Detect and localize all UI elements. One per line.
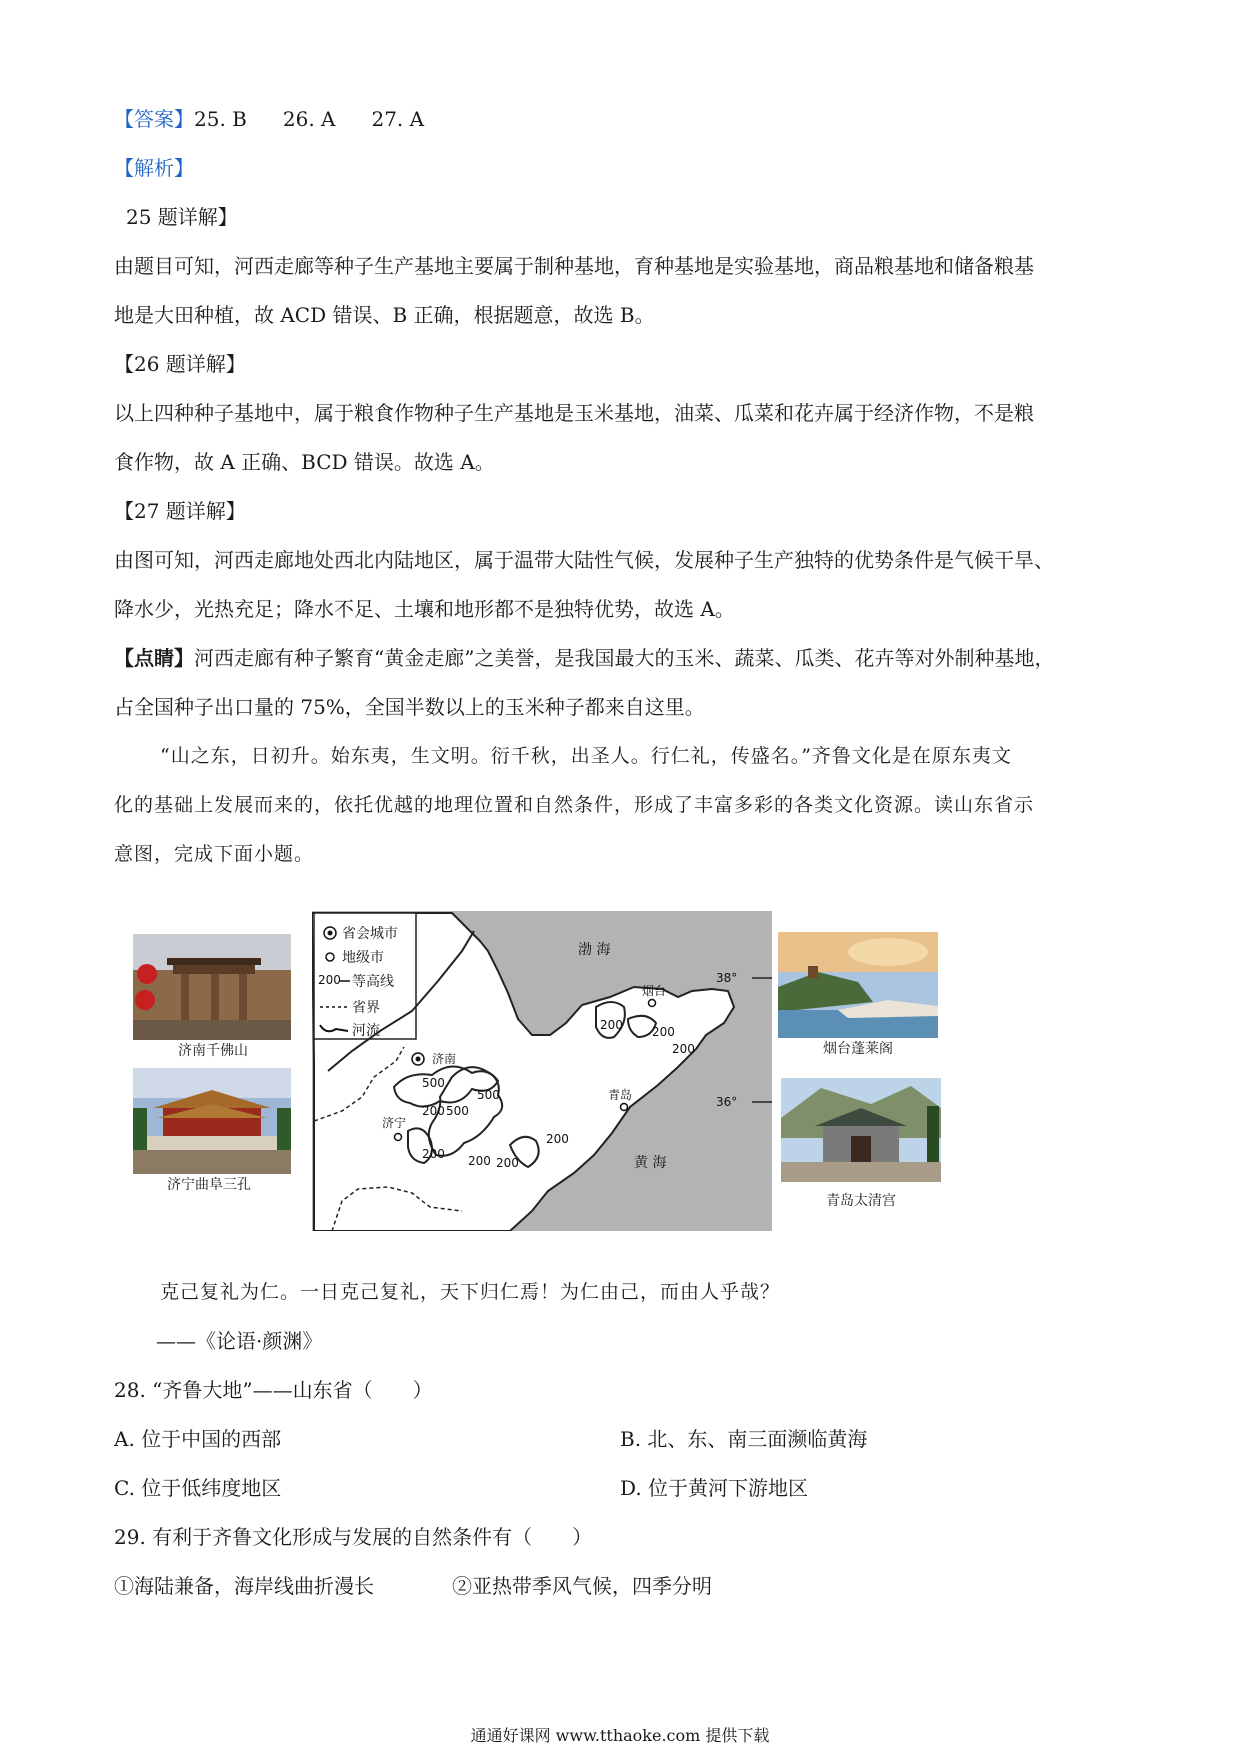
legend-label: 河流 [352, 1023, 380, 1039]
contour-label: 500 [422, 1076, 445, 1090]
contour-label: 200 [422, 1147, 445, 1161]
q28-stem: 28. “齐鲁大地”——山东省（ ） [114, 1378, 433, 1402]
contour-label: 200 [546, 1132, 569, 1146]
photo-qufu [133, 1068, 291, 1174]
tip-text: 河西走廊有种子繁育“黄金走廊”之美誉，是我国最大的玉米、蔬菜、瓜类、花卉等对外制种基地， [194, 646, 1055, 670]
legend-label: 省会城市 [342, 926, 398, 942]
photo-penglaige [778, 932, 938, 1038]
answer-item: 25. B [194, 107, 247, 131]
sea-label: 黄 海 [634, 1155, 667, 1171]
q26-heading: 【26 题详解】 [114, 352, 246, 376]
q28-option[interactable]: C. 位于低纬度地区 [114, 1476, 282, 1500]
intro-line: “山之东，日初升。始东夷，生文明。衍千秋，出圣人。行仁礼，传盛名。”齐鲁文化是在原东夷文 [160, 745, 1012, 767]
city-label: 烟台 [642, 984, 667, 998]
city-label: 青岛 [608, 1088, 633, 1102]
shandong-map [312, 911, 772, 1231]
q28-option[interactable]: A. 位于中国的西部 [114, 1427, 282, 1451]
photo-qianfoshan [133, 934, 291, 1040]
photo-caption: 青岛太清宫 [826, 1193, 896, 1209]
q29-stem: 29. 有利于齐鲁文化形成与发展的自然条件有（ ） [114, 1525, 593, 1549]
city-label: 济宁 [382, 1116, 407, 1130]
intro-line: 意图，完成下面小题。 [114, 843, 315, 865]
legend-label: 地级市 [342, 950, 384, 966]
sea-label: 渤 海 [578, 942, 611, 958]
latitude-label: 36° [716, 1095, 738, 1109]
page-footer: 通通好课网 www.tthaoke.com 提供下载 [470, 1726, 770, 1745]
contour-label: 200 [496, 1156, 519, 1170]
contour-label: 200 [422, 1104, 445, 1118]
q28-option[interactable]: B. 北、东、南三面濒临黄海 [620, 1427, 868, 1451]
q28-option[interactable]: D. 位于黄河下游地区 [620, 1476, 809, 1500]
latitude-label: 38° [716, 971, 738, 985]
q26-line: 食作物，故 A 正确、BCD 错误。故选 A。 [114, 450, 495, 474]
photo-caption: 烟台蓬莱阁 [823, 1041, 893, 1057]
q29-option[interactable]: ①海陆兼备，海岸线曲折漫长 [114, 1574, 374, 1598]
city-label: 济南 [432, 1052, 457, 1066]
q27-line: 由图可知，河西走廊地处西北内陆地区，属于温带大陆性气候，发展种子生产独特的优势条件是气候干旱、 [114, 548, 1054, 572]
photo-caption: 济南千佛山 [178, 1043, 248, 1059]
answer-line [114, 105, 460, 133]
tip-line: 占全国种子出口量的 75%，全国半数以上的玉米种子都来自这里。 [114, 695, 705, 719]
q25-line: 地是大田种植，故 ACD 错误、B 正确，根据题意，故选 B。 [114, 303, 655, 327]
contour-label: 200 [652, 1025, 675, 1039]
q27-heading: 【27 题详解】 [114, 499, 246, 523]
analysis-label: 【解析】 [114, 156, 194, 180]
answer-item: 27. A [371, 107, 425, 131]
quote-text: 克己复礼为仁。一日克己复礼，天下归仁焉！为仁由己，而由人乎哉？ [160, 1281, 781, 1303]
q25-line: 由题目可知，河西走廊等种子生产基地主要属于制种基地，育种基地是实验基地，商品粮基地和储备粮基 [114, 254, 1034, 278]
tip-line [114, 644, 1054, 672]
legend-label: 省界 [352, 1000, 380, 1016]
contour-label: 500 [446, 1104, 469, 1118]
legend-contour-value: 200 [318, 973, 341, 987]
answer-label: 【答案】 [114, 107, 194, 131]
contour-label: 200 [468, 1154, 491, 1168]
contour-label: 200 [672, 1042, 695, 1056]
intro-line: 化的基础上发展而来的，依托优越的地理位置和自然条件，形成了丰富多彩的各类文化资源。读山东省示 [114, 794, 1035, 816]
q25-heading: 25 题详解】 [126, 205, 238, 229]
tip-label: 【点睛】 [114, 646, 194, 670]
legend-label: 等高线 [352, 974, 394, 990]
photo-caption: 济宁曲阜三孔 [167, 1177, 251, 1193]
answer-item: 26. A [282, 107, 336, 131]
contour-label: 200 [600, 1018, 623, 1032]
q27-line: 降水少，光热充足；降水不足、土壤和地形都不是独特优势，故选 A。 [114, 597, 735, 621]
quote-source: ——《论语·颜渊》 [156, 1329, 323, 1353]
photo-taiqinggong [781, 1078, 941, 1182]
contour-label: 500 [477, 1088, 500, 1102]
q29-option[interactable]: ②亚热带季风气候，四季分明 [452, 1574, 712, 1598]
q26-line: 以上四种种子基地中，属于粮食作物种子生产基地是玉米基地，油菜、瓜菜和花卉属于经济作物，不是粮 [114, 401, 1034, 425]
